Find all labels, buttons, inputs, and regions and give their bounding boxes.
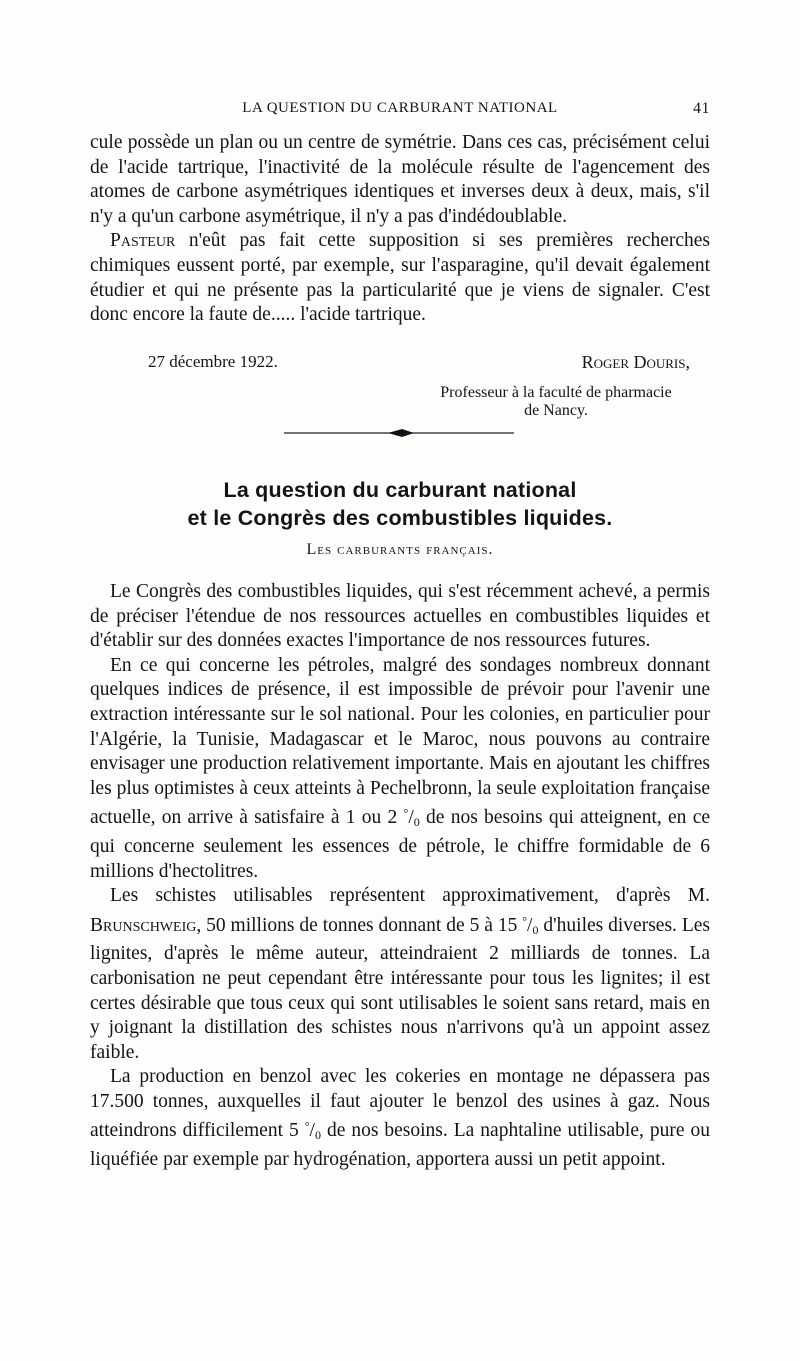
article-body: [90, 580, 710, 1173]
paragraph-text: En ce qui concerne les pétroles, malgré des sondages nombreux donnant quelques indices de présence, il est impossible de prévoir pour l'avenir une extraction intéressante sur le sol national. Pour les colonies, en particulier pour l'Algérie, la Tunisie, Madagascar et le Maroc, nous pouvons au contraire envisager une production relativement importante. Mais en ajoutant les chiffres les plus optimistes à ceux atteints à Pechelbronn, la seule exploitation française actuelle, on arrive à satisfaire à 1 ou 2: [90, 654, 710, 829]
author-reference: Pasteur: [110, 230, 176, 252]
page-number: 41: [693, 100, 710, 117]
paragraph-text: Les schistes utilisables représentent approximativement, d'après M.: [110, 885, 710, 907]
running-title: LA QUESTION DU CARBURANT NATIONAL: [242, 100, 558, 116]
signature-name: Roger Douris,: [581, 352, 690, 372]
permille-sign: °: [522, 913, 528, 928]
paragraph-text: , 50 millions de tonnes donnant de 5 à 15: [196, 914, 523, 936]
paragraph-text: La production en benzol avec les cokeries en montage ne dépassera pas 17.500 tonnes, auxquelles il faut ajouter le benzol des usines à gaz. Nous atteindrons difficilement 5: [90, 1066, 710, 1142]
paragraph: [90, 1065, 710, 1172]
paragraph-text: de nos besoins qui atteignent, en ce qui concerne seulement les essences de pétrole, le chiffre formidable de 6 millions d'hectolitres.: [90, 807, 710, 882]
article-subtitle: Les carburants français.: [306, 541, 494, 558]
previous-article-conclusion: [90, 131, 710, 328]
permille-sign: 0: [314, 1128, 321, 1143]
permille-sign: °: [304, 1119, 310, 1134]
permille-sign: /: [527, 914, 533, 936]
affiliation-line: de Nancy.: [524, 402, 588, 419]
paragraph-text: de nos besoins. La naphtaline utilisable, pure ou liquéfiée par exemple par hydrogénation, apportera aussi un petit appoint.: [90, 1120, 710, 1171]
article-title-line: La question du carburant national: [223, 478, 577, 502]
permille-sign: 0: [532, 922, 539, 937]
paragraph-text: n'eût pas fait cette supposition si ses premières recherches chimiques eussent porté, par exemple, sur l'asparagine, qu'il devait également étudier et qui ne présente pas la particularité que je viens de signaler. C'est donc encore la faute de..... l'acide tartrique.: [90, 230, 710, 326]
permille-sign: °: [403, 806, 409, 821]
author-reference: Brunschweig: [90, 914, 197, 936]
paragraph-text: d'huiles diverses. Les lignites, d'après le même auteur, atteindraient 2 milliards de tonnes. La carbonisation ne peut cependant être intéressante pour tous les lignites; il est certes désirable que tous ceux qui sont utilisables le soient sans retard, mais en y joignant la distillation des schistes nous n'arrivons qu'à un appoint assez faible.: [90, 914, 710, 1063]
paragraph: [90, 229, 710, 327]
paragraph: cule possède un plan ou un centre de symétrie. Dans ces cas, précisément celui de l'acide tartrique, l'inactivité de la molécule résulte de l'agencement des atomes de carbone asymétriques identiques et inverses deux à deux, mais, s'il n'y a qu'un carbone asymétrique, il n'y a pas d'indédoublable.: [90, 132, 710, 227]
article-title: [90, 476, 710, 532]
affiliation-line: Professeur à la faculté de pharmacie: [440, 384, 672, 401]
signature-date: 27 décembre 1922.: [148, 352, 278, 371]
ornamental-separator: [284, 427, 514, 439]
paragraph: [90, 654, 710, 884]
running-head: [90, 98, 710, 122]
signature-row: [90, 352, 710, 378]
article-title-line: et le Congrès des combustibles liquides.: [187, 506, 613, 530]
signature-affiliation: [400, 384, 712, 420]
permille-sign: /: [408, 807, 414, 829]
permille-sign: /: [309, 1120, 315, 1142]
paragraph: Le Congrès des combustibles liquides, qui s'est récemment achevé, a permis de préciser l'étendue de nos ressources actuelles en combustibles liquides et d'établir sur des données exactes l'importance de nos ressources futures.: [90, 581, 710, 652]
permille-sign: 0: [413, 815, 420, 830]
paragraph: [90, 884, 710, 1065]
